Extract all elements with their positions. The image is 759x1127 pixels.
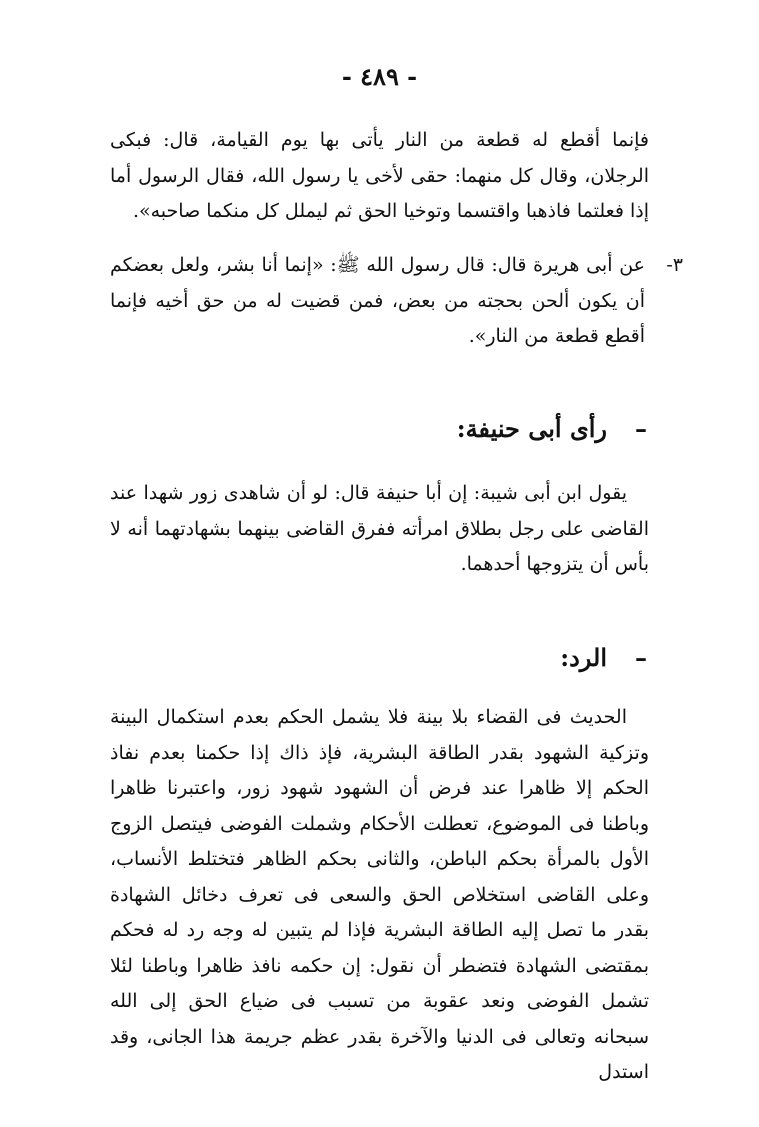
heading-title: الرد: [560,643,607,672]
abu-hanifa-paragraph [110,476,649,583]
heading-title: رأى أبى حنيفة: [456,414,607,443]
abu-hanifa-text: يقول ابن أبى شيبة: إن أبا حنيفة قال: لو أن شاهدى زور شهدا عند القاضى على رجل بطلاق امرأته ففرق القاضى بينهما بشهادتهما أنه لا بأس أن يتزوجها أحدهما. [110,482,649,575]
abu-hanifa-paragraph-body [110,476,649,583]
page-number: - ٤٨٩ - [341,62,418,91]
hadith-number: ٣- [666,254,683,276]
hadith-item-3 [110,248,683,355]
response-paragraph-body [110,700,649,1091]
heading-dash: – [635,643,647,672]
heading-dash: – [635,414,647,443]
section-heading-abu-hanifa [457,414,647,443]
section-heading-response [560,643,647,672]
response-paragraph [110,700,649,1091]
quote-continuation-text: فإنما أقطع له قطعة من النار يأتى بها يوم القيامة، قال: فبكى الرجلان، وقال كل منهما: حقى لأخى يا رسول الله، فقال الرسول أما إذا فعلتما فاذهبا واقتسما وتوخيا الحق ثم ليملل كل منكما صاحبه». [110,129,649,222]
hadith-text: عن أبى هريرة قال: قال رسول الله ﷺ: «إنما أنا بشر، ولعل بعضكم أن يكون ألحن بحجته من بعض، فمن قضيت له من حق أخيه فإنما أقطع قطعة من النار». [110,254,645,347]
quote-continuation-paragraph [110,123,649,230]
response-text: الحديث فى القضاء بلا بينة فلا يشمل الحكم بعدم استكمال البينة وتزكية الشهود بقدر الطاقة البشرية، فإذ ذاك إذا حكمنا بعدم نفاذ الحكم إلا ظاهرا عند فرض أن الشهود شهود زور، واعتبرنا ظاهرا وباطنا فى الموضوع، تعطلت الأحكام وشملت الفوضى فيتصل الزوج الأول بالمرأة بحكم الباطن، والثانى بحكم الظاهر فتختلط الأنساب، وعلى القاضى استخلاص الحق والسعى فى تعرف دخائل الشهادة بقدر ما تصل إليه الطاقة البشرية فإذا لم يتبين له وجه رد له فحكم بمقتضى الشهادة فتضطر أن نقول: إن حكمه نافذ ظاهرا وباطنا لئلا تشمل الفوضى ونعد عقوبة من تسبب فى ضياع الحق إلى الله سبحانه وتعالى فى الدنيا والآخرة بقدر عظم جريمة هذا الجانى، وقد استدل [110,706,649,1083]
